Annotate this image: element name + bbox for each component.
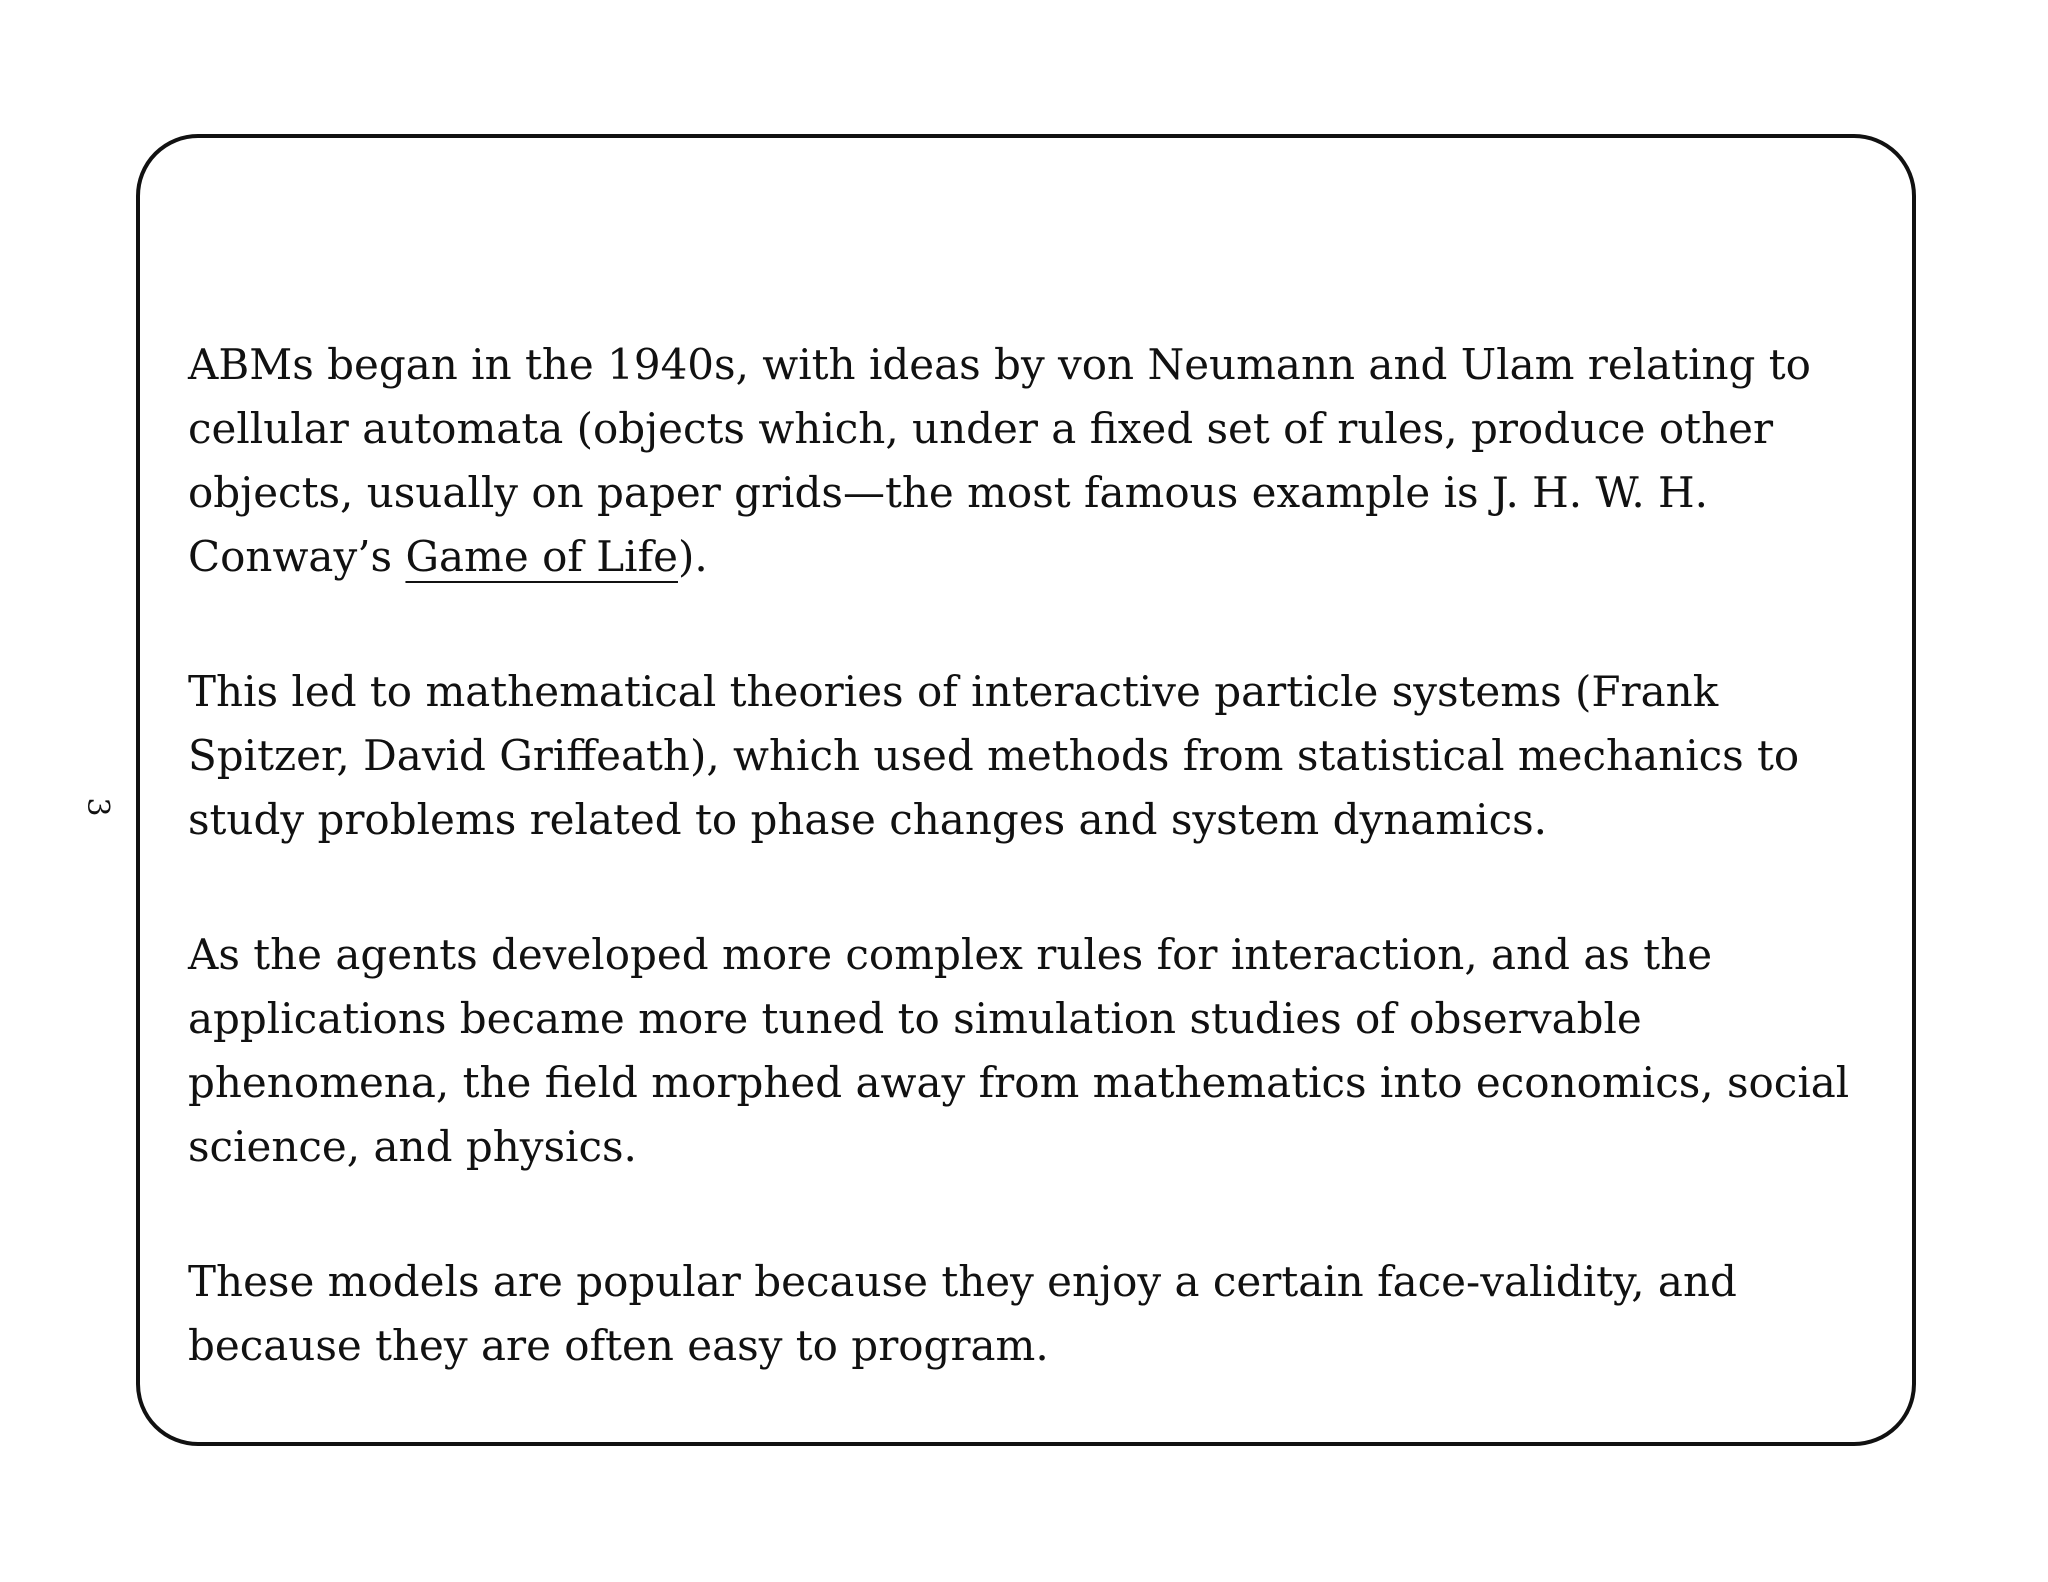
paragraph-abm-history-closing: ). [677, 532, 708, 581]
slide-content [188, 333, 1878, 1378]
paragraph-abm-history [188, 333, 1878, 589]
paragraph-model-popularity: These models are popular because they enjoy a certain face-validity, and because they are often easy to program. [188, 1257, 1737, 1370]
game-of-life-link[interactable]: Game of Life [405, 532, 678, 581]
page-number: 3 [80, 797, 115, 817]
paragraph-particle-systems: This led to mathematical theories of interactive particle systems (Frank Spitzer, David Griffeath), which used methods from statistical mechanics to study problems related to phase changes and system dynamics. [188, 667, 1800, 844]
paragraph-abm-history-text: ABMs began in the 1940s, with ideas by von Neumann and Ulam relating to cellular automata (objects which, under a fixed set of rules, produce other objects, usually on paper grids—the most famous example is J. H. W. H. Conway’s [188, 340, 1811, 581]
paragraph-field-morphed: As the agents developed more complex rules for interaction, and as the applications became more tuned to simulation studies of observable phenomena, the field morphed away from mathematics into economics, social science, and physics. [188, 930, 1850, 1171]
